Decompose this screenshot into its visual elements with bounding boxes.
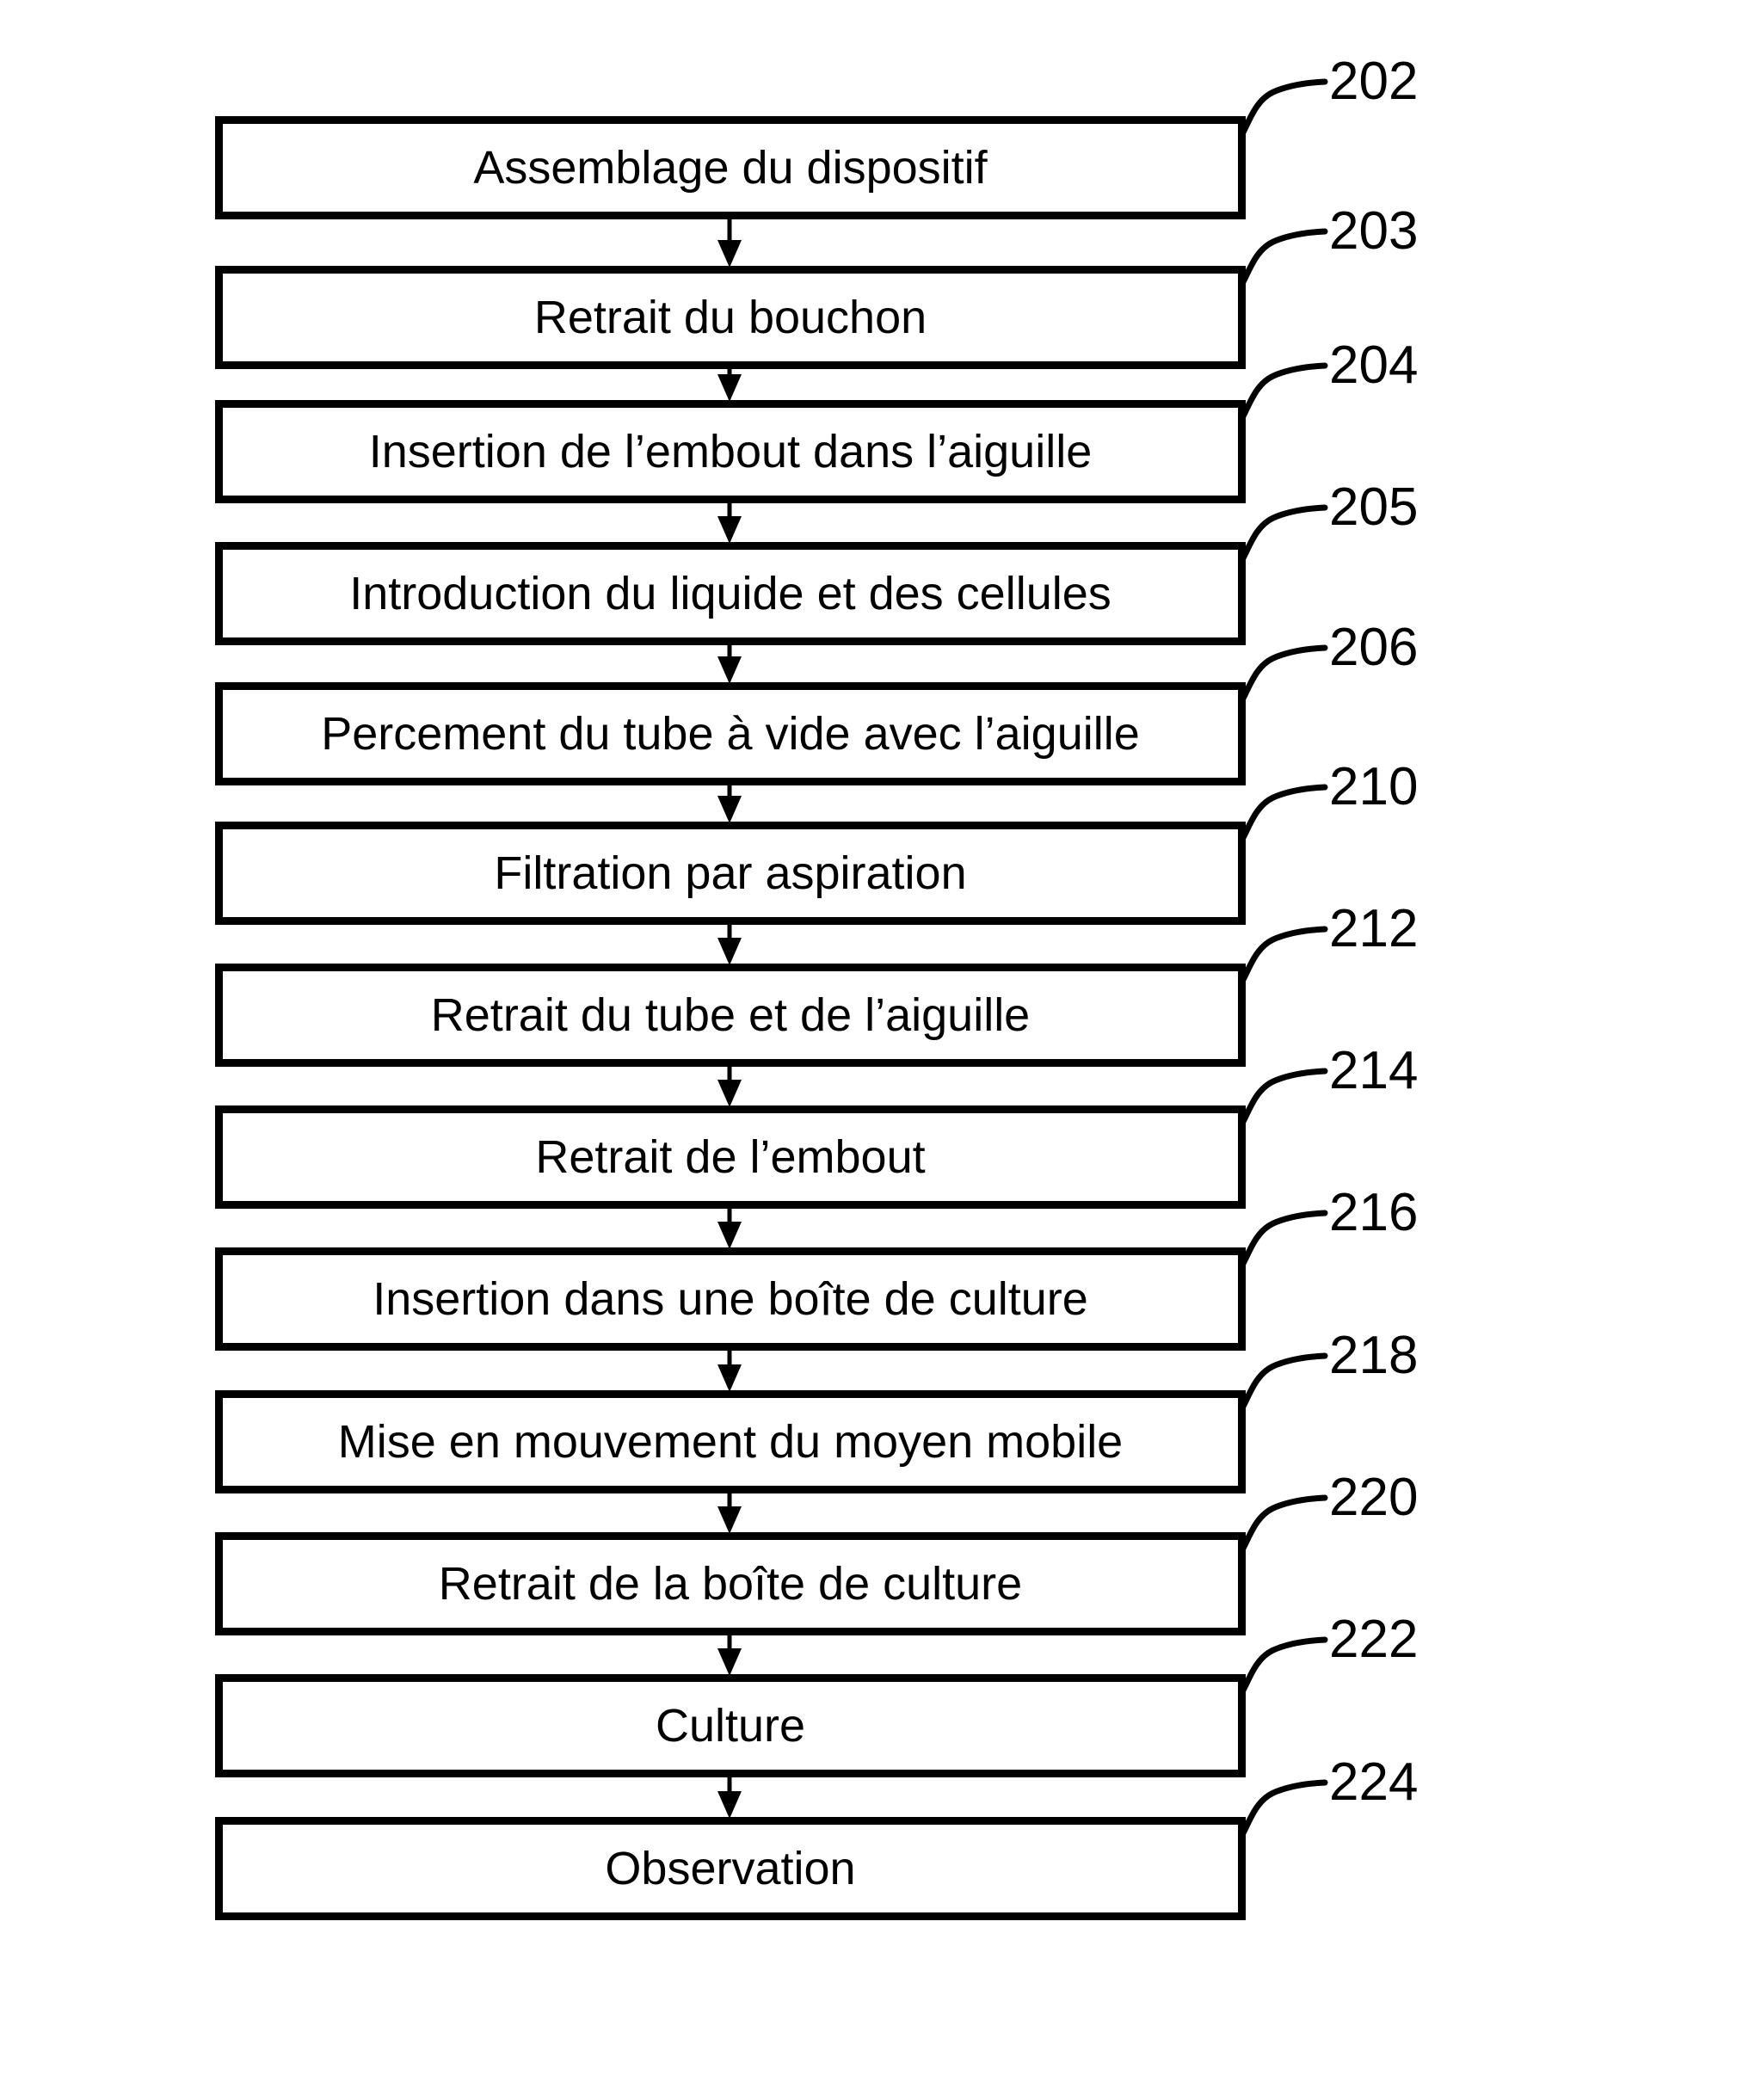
flow-step-box <box>215 822 1246 925</box>
ref-number-label: 202 <box>1329 52 1419 111</box>
flow-step-box <box>215 400 1246 503</box>
flow-arrow-head <box>717 516 742 544</box>
flow-arrow-head <box>717 1506 742 1534</box>
flow-step-box <box>215 682 1246 785</box>
ref-number-label: 203 <box>1329 201 1419 261</box>
flow-step-box <box>215 1247 1246 1351</box>
flow-step-box <box>215 1390 1246 1493</box>
flow-step-label: Insertion de l’embout dans l’aiguille <box>368 426 1093 477</box>
flow-step-label: Culture <box>655 1700 806 1752</box>
ref-number-label: 214 <box>1329 1041 1419 1100</box>
flow-step-label: Introduction du liquide et des cellules <box>349 568 1112 619</box>
ref-number-label: 210 <box>1329 757 1419 816</box>
flow-arrow-head <box>717 1648 742 1676</box>
flow-arrow-head <box>717 374 742 402</box>
flow-step-box <box>215 1105 1246 1209</box>
flow-arrow-head <box>717 656 742 684</box>
flow-step-box <box>215 1817 1246 1920</box>
flow-step-label: Retrait de la boîte de culture <box>438 1558 1023 1610</box>
flow-arrow-head <box>717 240 742 268</box>
flow-arrow-head <box>717 938 742 965</box>
flow-arrow-head <box>717 796 742 823</box>
ref-number-label: 212 <box>1329 899 1419 958</box>
flow-step-box <box>215 116 1246 219</box>
flow-step-label: Retrait du tube et de l’aiguille <box>430 989 1031 1041</box>
flow-arrow-head <box>717 1364 742 1392</box>
flow-step-box <box>215 542 1246 645</box>
flow-step-label: Percement du tube à vide avec l’aiguille <box>321 708 1140 760</box>
flow-step-label: Assemblage du dispositif <box>473 142 988 194</box>
ref-number-label: 218 <box>1329 1326 1419 1385</box>
flow-step-box <box>215 1674 1246 1777</box>
flow-step-box <box>215 266 1246 369</box>
flow-arrow-head <box>717 1080 742 1107</box>
ref-number-label: 205 <box>1329 477 1419 537</box>
flow-step-label: Observation <box>605 1843 856 1894</box>
flow-step-label: Retrait du bouchon <box>533 292 927 343</box>
flow-step-label: Filtration par aspiration <box>494 847 967 899</box>
ref-number-label: 216 <box>1329 1183 1419 1242</box>
ref-number-label: 224 <box>1329 1752 1419 1812</box>
flow-arrow-head <box>717 1791 742 1819</box>
ref-number-label: 206 <box>1329 618 1419 677</box>
flow-step-label: Mise en mouvement du moyen mobile <box>337 1416 1124 1468</box>
flow-arrow-head <box>717 1222 742 1249</box>
flow-step-label: Insertion dans une boîte de culture <box>373 1273 1088 1325</box>
flow-step-label: Retrait de l’embout <box>535 1131 926 1183</box>
flow-step-box <box>215 964 1246 1067</box>
flow-step-box <box>215 1532 1246 1635</box>
ref-number-label: 204 <box>1329 336 1419 395</box>
ref-number-label: 222 <box>1329 1610 1419 1669</box>
ref-number-label: 220 <box>1329 1468 1419 1527</box>
